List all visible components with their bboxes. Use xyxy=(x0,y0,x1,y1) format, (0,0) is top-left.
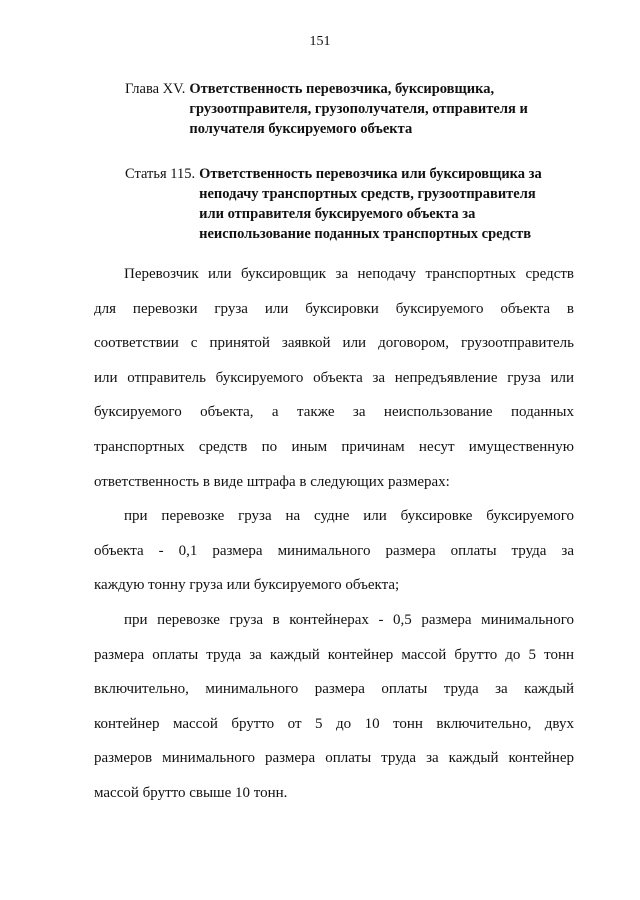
chapter-title xyxy=(189,79,527,139)
article-heading xyxy=(125,164,595,244)
paragraph xyxy=(94,257,574,499)
paragraph-line: ответственность в виде штрафа в следующих размерах: xyxy=(94,473,450,490)
article-title-line: неподачу транспортных средств, грузоотправителя xyxy=(199,186,536,202)
paragraph-line: массой брутто свыше 10 тонн. xyxy=(94,784,288,801)
paragraph-line: включительно, минимального размера оплаты труда за каждый xyxy=(94,681,574,698)
article-body xyxy=(94,257,574,811)
page-number: 151 xyxy=(309,34,331,49)
paragraph-line: размера оплаты труда за каждый контейнер массой брутто до 5 тонн xyxy=(94,646,574,663)
article-title-line: неиспользование поданных транспортных средств xyxy=(199,226,532,242)
chapter-heading xyxy=(125,79,595,139)
paragraph-line: транспортных средств по иным причинам несут имущественную xyxy=(94,438,574,455)
paragraph-line: Перевозчик или буксировщик за неподачу транспортных средств xyxy=(124,266,574,282)
paragraph-line: при перевозке груза на судне или буксировке буксируемого xyxy=(124,508,574,525)
article-title-line: Ответственность перевозчика или буксировщика за xyxy=(199,166,542,182)
chapter-title-line: получателя буксируемого объекта xyxy=(189,121,413,137)
paragraph-line: или отправитель буксируемого объекта за непредъявление груза или xyxy=(94,369,574,386)
paragraph-line: контейнер массой брутто от 5 до 10 тонн включительно, двух xyxy=(94,715,574,732)
article-prefix: Статья 115. xyxy=(125,166,196,182)
paragraph xyxy=(94,499,574,603)
article-title-line: или отправителя буксируемого объекта за xyxy=(199,206,476,222)
paragraph-line: при перевозке груза в контейнерах - 0,5 размера минимального xyxy=(124,611,574,628)
paragraph-line: для перевозки груза или буксировки буксируемого объекта в xyxy=(94,300,574,317)
chapter-title-line: грузоотправителя, грузополучателя, отправителя и xyxy=(189,101,528,117)
paragraph xyxy=(94,603,574,811)
paragraph-line: объекта - 0,1 размера минимального размера оплаты труда за xyxy=(94,542,574,559)
paragraph-line: соответствии с принятой заявкой или договором, грузоотправитель xyxy=(94,335,574,352)
chapter-title-line: Ответственность перевозчика, буксировщика, xyxy=(189,81,495,97)
paragraph-line: размеров минимального размера оплаты труда за каждый контейнер xyxy=(94,750,574,767)
article-title xyxy=(199,164,542,244)
paragraph-line: буксируемого объекта, а также за неиспользование поданных xyxy=(94,404,574,421)
paragraph-line: каждую тонну груза или буксируемого объекта; xyxy=(94,577,400,594)
chapter-prefix: Глава XV. xyxy=(125,81,186,97)
